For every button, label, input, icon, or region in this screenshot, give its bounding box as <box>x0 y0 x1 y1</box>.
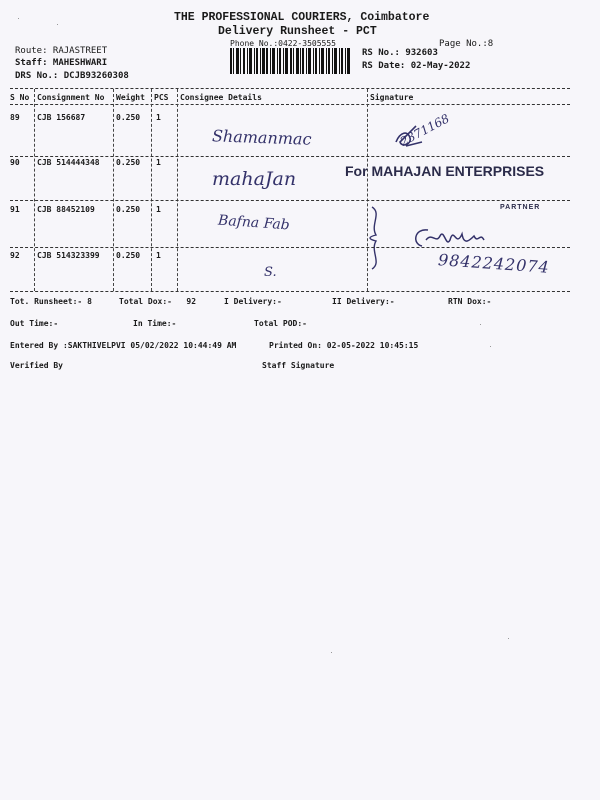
row-weight: 0.250 <box>116 251 141 260</box>
verified-by: Verified By <box>10 361 63 370</box>
phone-number: Phone No.:0422-3505555 <box>230 39 336 48</box>
document-title: THE PROFESSIONAL COURIERS, Coimbatore <box>174 11 430 24</box>
row-consignment: CJB 514323399 <box>37 251 100 260</box>
row-pcs: 1 <box>156 113 161 122</box>
row-weight: 0.250 <box>116 113 141 122</box>
divider <box>10 291 570 292</box>
column-divider <box>34 89 35 291</box>
row-sno: 90 <box>10 158 20 167</box>
row-sno: 92 <box>10 251 20 260</box>
handwritten-consignee: Bafna Fab <box>217 212 291 234</box>
ii-delivery: II Delivery:- <box>332 297 395 306</box>
col-header-weight: Weight <box>116 93 145 102</box>
printed-on: Printed On: 02-05-2022 10:45:15 <box>269 341 419 350</box>
in-time: In Time:- <box>133 319 177 328</box>
divider <box>10 247 570 248</box>
out-time: Out Time:- <box>10 319 59 328</box>
barcode <box>230 48 350 74</box>
scan-speck <box>490 346 491 347</box>
rs-number: RS No.: 932603 <box>362 48 438 58</box>
col-header-sno: S No <box>10 93 30 102</box>
total-runsheet: Tot. Runsheet:- 8 <box>10 297 92 306</box>
row-consignment: CJB 156687 <box>37 113 86 122</box>
divider <box>10 200 570 201</box>
scan-speck <box>331 652 332 653</box>
col-header-consignee: Consignee Details <box>180 93 262 102</box>
scan-speck <box>57 24 58 25</box>
scan-speck <box>480 324 481 325</box>
document-subtitle: Delivery Runsheet - PCT <box>218 25 377 38</box>
column-divider <box>113 89 114 291</box>
drs-number: DRS No.: DCJB93260308 <box>15 71 129 81</box>
divider <box>10 88 570 89</box>
rs-date: RS Date: 02-May-2022 <box>362 61 471 71</box>
handwritten-phone: 9842242074 <box>437 250 551 277</box>
col-header-signature: Signature <box>370 93 414 102</box>
handwritten-consignee: Shamanmac <box>211 126 312 149</box>
handwritten-signature <box>410 218 560 258</box>
staff-label: Staff: MAHESHWARI <box>15 58 108 68</box>
row-sno: 89 <box>10 113 20 122</box>
row-pcs: 1 <box>156 205 161 214</box>
col-header-consignment: Consignment No <box>37 93 105 102</box>
handwritten-signature-number: 2371168 <box>397 111 452 149</box>
row-weight: 0.250 <box>116 205 141 214</box>
total-pod: Total POD:- <box>254 319 307 328</box>
scan-speck <box>18 18 19 19</box>
col-header-pcs: PCS <box>154 93 169 102</box>
row-pcs: 1 <box>156 158 161 167</box>
i-delivery: I Delivery:- <box>224 297 282 306</box>
row-pcs: 1 <box>156 251 161 260</box>
company-stamp: For MAHAJAN ENTERPRISES <box>345 163 545 179</box>
handwritten-consignee: S. <box>264 265 277 280</box>
column-divider <box>151 89 152 291</box>
route-label: Route: RAJASTREET <box>15 46 108 56</box>
row-consignment: CJB 88452109 <box>37 205 95 214</box>
divider <box>10 156 570 157</box>
row-sno: 91 <box>10 205 20 214</box>
staff-signature: Staff Signature <box>262 361 335 370</box>
total-dox: Total Dox:- 92 <box>119 297 197 306</box>
handwritten-consignee: mahaJan <box>212 168 297 190</box>
row-weight: 0.250 <box>116 158 141 167</box>
rtn-dox: RTN Dox:- <box>448 297 492 306</box>
scan-speck <box>508 638 509 639</box>
page-number: Page No.:8 <box>439 39 494 49</box>
divider <box>10 104 570 105</box>
handwritten-bracket <box>366 205 386 271</box>
entered-by: Entered By :SAKTHIVELPVI 05/02/2022 10:44:49 AM <box>10 341 237 350</box>
row-consignment: CJB 514444348 <box>37 158 100 167</box>
stamp-partner: PARTNER <box>500 204 541 211</box>
column-divider <box>177 89 178 291</box>
